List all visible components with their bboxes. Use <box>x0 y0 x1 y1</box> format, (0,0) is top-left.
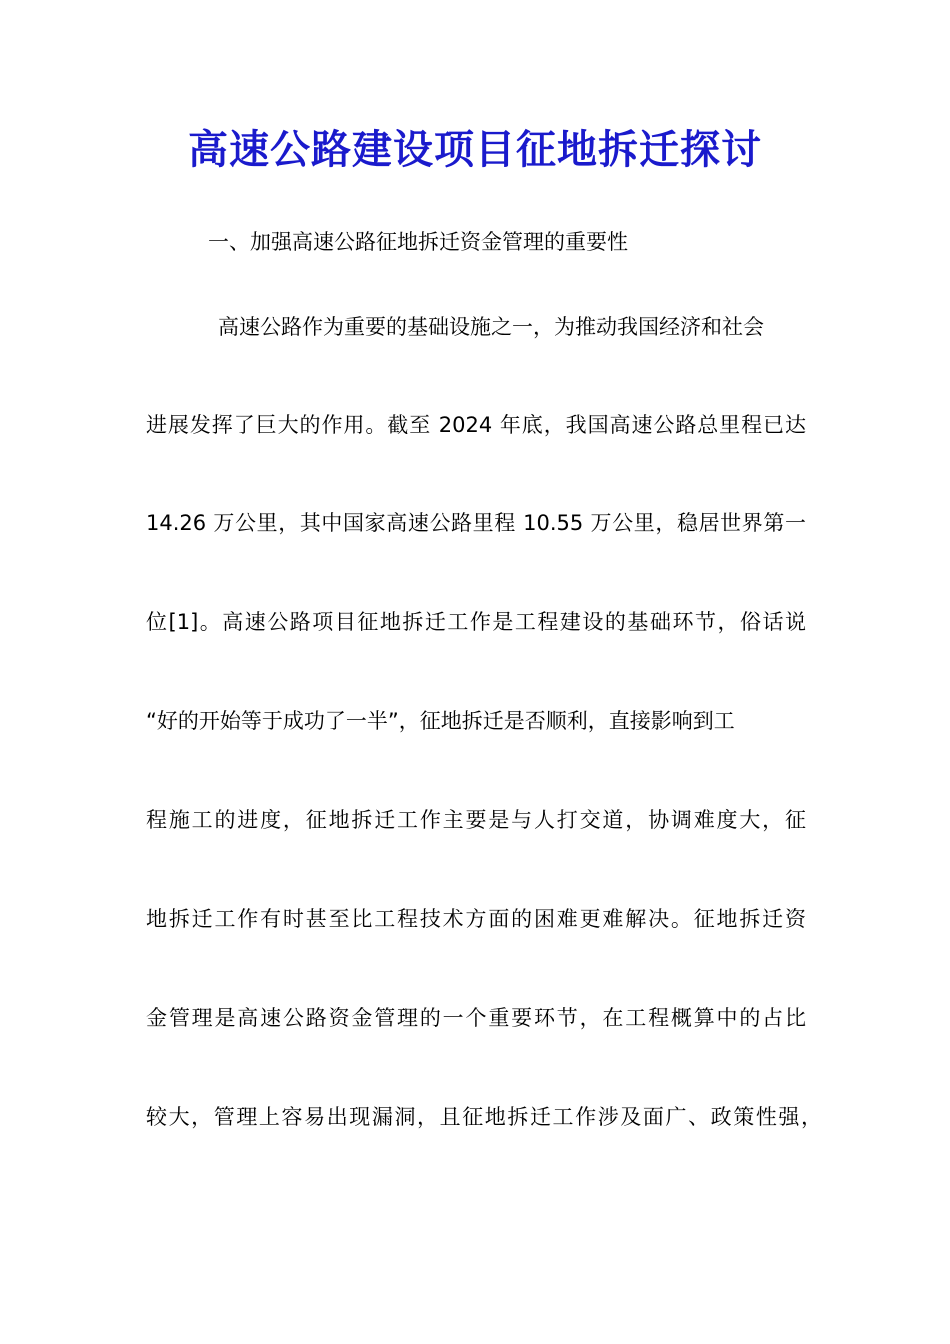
paragraph-line: 金管理是高速公路资金管理的一个重要环节，在工程概算中的占比 <box>146 1006 806 1030</box>
paragraph-line: 地拆迁工作有时甚至比工程技术方面的困难更难解决。征地拆迁资 <box>146 907 806 931</box>
paragraph-line: 位[1]。高速公路项目征地拆迁工作是工程建设的基础环节，俗话说 <box>146 610 806 634</box>
document-title: 高速公路建设项目征地拆迁探讨 <box>188 126 762 173</box>
paragraph-line: 14.26 万公里，其中国家高速公路里程 10.55 万公里，稳居世界第一 <box>146 511 806 535</box>
paragraph-line: 较大，管理上容易出现漏洞，且征地拆迁工作涉及面广、政策性强， <box>146 1105 822 1129</box>
paragraph-line: 程施工的进度，征地拆迁工作主要是与人打交道，协调难度大，征 <box>146 808 806 832</box>
paragraph-line: 进展发挥了巨大的作用。截至 2024 年底，我国高速公路总里程已达 <box>146 413 806 437</box>
paragraph-line: “好的开始等于成功了一半”，征地拆迁是否顺利，直接影响到工 <box>146 709 735 733</box>
paragraph-line: 高速公路作为重要的基础设施之一，为推动我国经济和社会 <box>218 315 764 339</box>
section-heading: 一、加强高速公路征地拆迁资金管理的重要性 <box>208 230 628 254</box>
